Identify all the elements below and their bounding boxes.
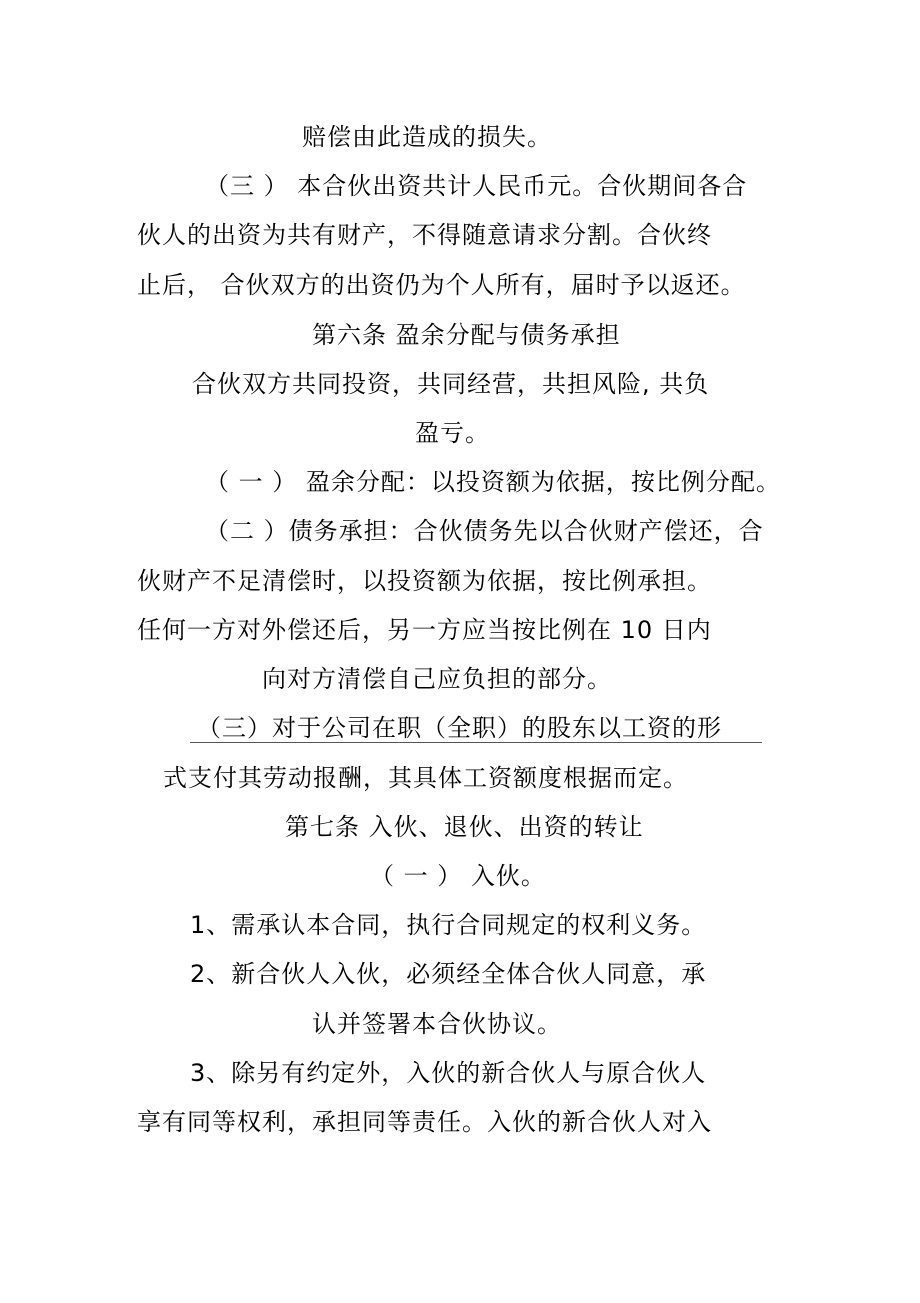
section-heading: 第六条 盈余分配与债务承担 (312, 321, 621, 349)
text-line: 伙人的出资为共有财产，不得随意请求分割。合伙终 (137, 221, 712, 249)
text-line: （ 一 ） 盈余分配：以投资额为依据，按比例分配。 (205, 468, 781, 496)
text-line: 2、新合伙人入伙，必须经全体合伙人同意，承 (190, 960, 707, 988)
text-line: 盈亏。 (415, 419, 490, 447)
text-line: 合伙双方共同投资，共同经营，共担风险, 共负 (192, 370, 710, 398)
text-line: （ 一 ） 入伙。 (370, 862, 546, 890)
text-line: 1、需承认本合同，执行合同规定的权利义务。 (190, 911, 707, 939)
section-heading: 第七条 入伙、退伙、出资的转让 (285, 813, 644, 841)
text-line: 止后， 合伙双方的出资仍为个人所有，届时予以返还。 (137, 271, 746, 299)
text-line: （三）对于公司在职（全职）的股东以工资的形 (197, 714, 722, 742)
text-line: （二 ）债务承担：合伙债务先以合伙财产偿还，合 (205, 517, 764, 545)
text-line: 伙财产不足清偿时，以投资额为依据，按比例承担。 (137, 567, 712, 595)
text-line: 式支付其劳动报酬，其具体工资额度根据而定。 (163, 764, 688, 792)
text-line: 认并签署本合伙协议。 (312, 1010, 562, 1038)
text-line: （三 ） 本合伙出资共计人民币元。合伙期间各合 (205, 172, 748, 200)
text-line: 享有同等权利，承担同等责任。入伙的新合伙人对入 (137, 1108, 712, 1136)
text-line: 赔偿由此造成的损失。 (302, 123, 552, 151)
text-line: 3、除另有约定外，入伙的新合伙人与原合伙人 (190, 1059, 707, 1087)
text-line: 任何一方对外偿还后，另一方应当按比例在 10 日内 (137, 616, 712, 644)
text-line: 向对方清偿自己应负担的部分。 (262, 665, 612, 693)
underline-rule (190, 742, 762, 743)
